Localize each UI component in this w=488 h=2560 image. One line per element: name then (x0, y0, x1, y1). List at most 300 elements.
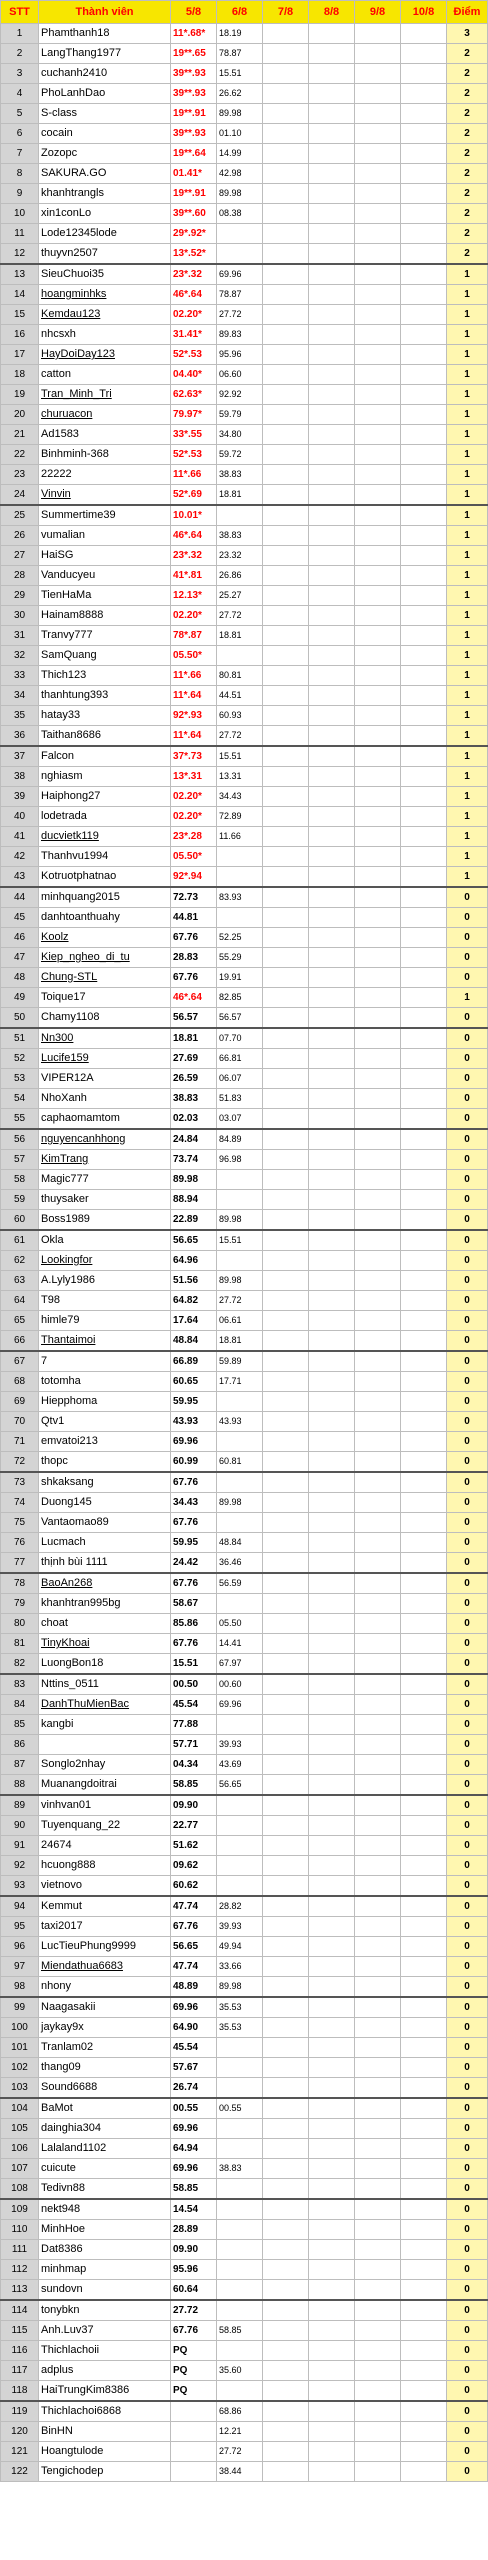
score-5-8: 72.73 (171, 887, 217, 908)
member-name: Lode12345lode (39, 224, 171, 244)
score-10-8 (401, 1614, 447, 1634)
score-5-8 (171, 2401, 217, 2422)
row-points: 1 (447, 566, 488, 586)
score-8-8 (309, 1271, 355, 1291)
score-8-8 (309, 1876, 355, 1897)
score-6-8 (217, 646, 263, 666)
score-7-8 (263, 2159, 309, 2179)
score-8-8 (309, 746, 355, 767)
score-6-8: 60.93 (217, 706, 263, 726)
score-5-8: 88.94 (171, 1190, 217, 1210)
score-7-8 (263, 2058, 309, 2078)
table-row (1, 505, 488, 526)
score-6-8: 59.72 (217, 445, 263, 465)
score-9-8 (355, 365, 401, 385)
member-name: Kemdau123 (39, 305, 171, 325)
row-stt: 61 (1, 1230, 39, 1251)
score-5-8: 26.74 (171, 2078, 217, 2099)
score-10-8 (401, 1816, 447, 1836)
score-7-8 (263, 425, 309, 445)
row-stt: 33 (1, 666, 39, 686)
row-stt: 54 (1, 1089, 39, 1109)
score-7-8 (263, 2422, 309, 2442)
score-9-8 (355, 2240, 401, 2260)
row-points: 1 (447, 385, 488, 405)
score-8-8 (309, 1614, 355, 1634)
score-7-8 (263, 1533, 309, 1553)
row-points: 0 (447, 1816, 488, 1836)
score-10-8 (401, 124, 447, 144)
score-5-8: 33*.55 (171, 425, 217, 445)
score-10-8 (401, 365, 447, 385)
score-8-8 (309, 726, 355, 747)
score-5-8: 56.57 (171, 1008, 217, 1029)
row-points: 0 (447, 1028, 488, 1049)
score-10-8 (401, 224, 447, 244)
row-stt: 48 (1, 968, 39, 988)
score-10-8 (401, 2018, 447, 2038)
member-name: Muanangdoitrai (39, 1775, 171, 1796)
row-points: 0 (447, 1513, 488, 1533)
score-9-8 (355, 847, 401, 867)
table-row (1, 1291, 488, 1311)
row-stt: 97 (1, 1957, 39, 1977)
member-name: Nttins_0511 (39, 1674, 171, 1695)
score-10-8 (401, 1271, 447, 1291)
row-stt: 112 (1, 2260, 39, 2280)
score-8-8 (309, 505, 355, 526)
row-stt: 59 (1, 1190, 39, 1210)
row-points: 0 (447, 1695, 488, 1715)
table-row (1, 64, 488, 84)
score-10-8 (401, 968, 447, 988)
member-name: khanhtran995bg (39, 1594, 171, 1614)
score-8-8 (309, 445, 355, 465)
table-row (1, 2199, 488, 2220)
score-8-8 (309, 2361, 355, 2381)
row-stt: 80 (1, 1614, 39, 1634)
score-5-8: 46*.64 (171, 285, 217, 305)
row-stt: 36 (1, 726, 39, 747)
score-6-8 (217, 1513, 263, 1533)
row-points: 2 (447, 124, 488, 144)
row-stt: 73 (1, 1472, 39, 1493)
score-8-8 (309, 144, 355, 164)
table-row (1, 1452, 488, 1473)
score-5-8: 02.20* (171, 807, 217, 827)
member-name: BaMot (39, 2098, 171, 2119)
score-10-8 (401, 1190, 447, 1210)
table-row (1, 2462, 488, 2482)
score-6-8 (217, 847, 263, 867)
row-stt: 16 (1, 325, 39, 345)
score-8-8 (309, 1755, 355, 1775)
table-row (1, 1775, 488, 1796)
row-points: 0 (447, 1654, 488, 1675)
score-10-8 (401, 1311, 447, 1331)
row-stt: 49 (1, 988, 39, 1008)
score-6-8: 67.97 (217, 1654, 263, 1675)
score-9-8 (355, 24, 401, 44)
score-5-8: 73.74 (171, 1150, 217, 1170)
score-6-8: 84.89 (217, 1129, 263, 1150)
score-9-8 (355, 1251, 401, 1271)
row-points: 0 (447, 1977, 488, 1998)
row-points: 0 (447, 1129, 488, 1150)
score-10-8 (401, 1695, 447, 1715)
score-8-8 (309, 345, 355, 365)
score-9-8 (355, 1028, 401, 1049)
row-points: 0 (447, 2401, 488, 2422)
table-row (1, 244, 488, 265)
score-9-8 (355, 867, 401, 888)
score-6-8: 59.89 (217, 1351, 263, 1372)
score-6-8: 56.65 (217, 1775, 263, 1796)
score-6-8: 82.85 (217, 988, 263, 1008)
score-9-8 (355, 746, 401, 767)
score-6-8: 38.83 (217, 465, 263, 485)
score-6-8 (217, 1432, 263, 1452)
member-name: cocain (39, 124, 171, 144)
score-8-8 (309, 1957, 355, 1977)
score-5-8: 51.62 (171, 1836, 217, 1856)
member-name: minhquang2015 (39, 887, 171, 908)
member-name: kangbi (39, 1715, 171, 1735)
member-name: nguyencanhhong (39, 1129, 171, 1150)
row-stt: 113 (1, 2280, 39, 2301)
member-name: Binhminh-368 (39, 445, 171, 465)
score-7-8 (263, 1775, 309, 1796)
score-7-8 (263, 827, 309, 847)
row-points: 1 (447, 305, 488, 325)
row-points: 0 (447, 1089, 488, 1109)
score-5-8: 05.50* (171, 847, 217, 867)
row-points: 0 (447, 1008, 488, 1029)
score-5-8: 59.95 (171, 1392, 217, 1412)
score-6-8 (217, 505, 263, 526)
member-name: thuysaker (39, 1190, 171, 1210)
score-9-8 (355, 2300, 401, 2321)
score-6-8: 26.62 (217, 84, 263, 104)
score-5-8: 39**.93 (171, 64, 217, 84)
table-row (1, 2361, 488, 2381)
score-10-8 (401, 566, 447, 586)
score-7-8 (263, 908, 309, 928)
row-points: 1 (447, 746, 488, 767)
score-10-8 (401, 1957, 447, 1977)
member-name: Hoangtulode (39, 2442, 171, 2462)
table-row (1, 1069, 488, 1089)
score-6-8: 26.86 (217, 566, 263, 586)
score-7-8 (263, 847, 309, 867)
score-9-8 (355, 988, 401, 1008)
score-5-8: 11*.68* (171, 24, 217, 44)
score-6-8 (217, 1816, 263, 1836)
header-day-10-8: 10/8 (401, 1, 447, 24)
score-9-8 (355, 84, 401, 104)
score-6-8: 38.44 (217, 2462, 263, 2482)
member-name: BinHN (39, 2422, 171, 2442)
score-8-8 (309, 1977, 355, 1998)
score-5-8: 67.76 (171, 1513, 217, 1533)
row-stt: 75 (1, 1513, 39, 1533)
score-7-8 (263, 2119, 309, 2139)
table-row (1, 586, 488, 606)
member-name: Hiepphoma (39, 1392, 171, 1412)
score-7-8 (263, 1028, 309, 1049)
score-7-8 (263, 264, 309, 285)
score-6-8 (217, 2240, 263, 2260)
member-name: taxi2017 (39, 1917, 171, 1937)
row-points: 0 (447, 1594, 488, 1614)
score-10-8 (401, 385, 447, 405)
row-stt: 89 (1, 1795, 39, 1816)
score-10-8 (401, 425, 447, 445)
score-6-8: 89.98 (217, 1977, 263, 1998)
row-points: 1 (447, 546, 488, 566)
table-row (1, 988, 488, 1008)
score-10-8 (401, 1654, 447, 1675)
row-points: 0 (447, 2321, 488, 2341)
score-10-8 (401, 706, 447, 726)
row-stt: 117 (1, 2361, 39, 2381)
score-9-8 (355, 1049, 401, 1069)
score-9-8 (355, 445, 401, 465)
score-5-8: 31.41* (171, 325, 217, 345)
table-row (1, 2240, 488, 2260)
score-8-8 (309, 325, 355, 345)
score-9-8 (355, 1311, 401, 1331)
score-9-8 (355, 666, 401, 686)
score-9-8 (355, 184, 401, 204)
row-stt: 1 (1, 24, 39, 44)
score-10-8 (401, 2119, 447, 2139)
score-6-8: 89.98 (217, 1271, 263, 1291)
score-8-8 (309, 104, 355, 124)
score-8-8 (309, 847, 355, 867)
row-points: 1 (447, 706, 488, 726)
score-7-8 (263, 1594, 309, 1614)
score-8-8 (309, 1210, 355, 1231)
table-row (1, 465, 488, 485)
row-points: 0 (447, 2240, 488, 2260)
member-name: Ad1583 (39, 425, 171, 445)
score-9-8 (355, 2159, 401, 2179)
score-8-8 (309, 2038, 355, 2058)
member-name: churuacon (39, 405, 171, 425)
row-stt: 88 (1, 1775, 39, 1796)
row-points: 0 (447, 1755, 488, 1775)
row-stt: 28 (1, 566, 39, 586)
member-name: Dat8386 (39, 2240, 171, 2260)
member-name: Thichlachoii (39, 2341, 171, 2361)
score-8-8 (309, 1695, 355, 1715)
score-10-8 (401, 1049, 447, 1069)
score-7-8 (263, 1876, 309, 1897)
score-7-8 (263, 2199, 309, 2220)
member-name: HayDoiDay123 (39, 345, 171, 365)
table-row (1, 224, 488, 244)
row-points: 1 (447, 505, 488, 526)
row-stt: 98 (1, 1977, 39, 1998)
member-name: A.Lyly1986 (39, 1271, 171, 1291)
score-6-8: 35.53 (217, 2018, 263, 2038)
score-5-8: 43.93 (171, 1412, 217, 1432)
table-row (1, 2321, 488, 2341)
table-row (1, 2018, 488, 2038)
score-10-8 (401, 2260, 447, 2280)
row-stt: 81 (1, 1634, 39, 1654)
score-9-8 (355, 1775, 401, 1796)
score-5-8: 00.55 (171, 2098, 217, 2119)
score-7-8 (263, 2078, 309, 2099)
score-5-8: 56.65 (171, 1230, 217, 1251)
score-10-8 (401, 1412, 447, 1432)
row-points: 0 (447, 1795, 488, 1816)
member-name: Haiphong27 (39, 787, 171, 807)
score-7-8 (263, 1695, 309, 1715)
score-9-8 (355, 1695, 401, 1715)
score-10-8 (401, 1251, 447, 1271)
score-9-8 (355, 1876, 401, 1897)
score-5-8: 19**.64 (171, 144, 217, 164)
table-row (1, 2280, 488, 2301)
score-5-8: 51.56 (171, 1271, 217, 1291)
row-stt: 6 (1, 124, 39, 144)
score-5-8: 69.96 (171, 1997, 217, 2018)
score-10-8 (401, 626, 447, 646)
row-stt: 39 (1, 787, 39, 807)
score-8-8 (309, 1049, 355, 1069)
score-7-8 (263, 1129, 309, 1150)
table-row (1, 666, 488, 686)
row-points: 0 (447, 1351, 488, 1372)
member-name: shkaksang (39, 1472, 171, 1493)
row-stt: 71 (1, 1432, 39, 1452)
row-stt: 5 (1, 104, 39, 124)
score-7-8 (263, 1291, 309, 1311)
row-stt: 27 (1, 546, 39, 566)
score-5-8: 44.81 (171, 908, 217, 928)
score-8-8 (309, 2240, 355, 2260)
row-points: 0 (447, 2260, 488, 2280)
header-day-8-8: 8/8 (309, 1, 355, 24)
score-8-8 (309, 1654, 355, 1675)
score-10-8 (401, 345, 447, 365)
member-name: Vanducyeu (39, 566, 171, 586)
score-8-8 (309, 948, 355, 968)
score-6-8: 96.98 (217, 1150, 263, 1170)
score-8-8 (309, 1472, 355, 1493)
row-points: 0 (447, 968, 488, 988)
score-6-8 (217, 908, 263, 928)
row-stt: 86 (1, 1735, 39, 1755)
score-8-8 (309, 405, 355, 425)
score-5-8: 05.50* (171, 646, 217, 666)
score-8-8 (309, 425, 355, 445)
row-points: 1 (447, 485, 488, 506)
member-name: DanhThuMienBac (39, 1695, 171, 1715)
member-name: dainghia304 (39, 2119, 171, 2139)
member-name: Okla (39, 1230, 171, 1251)
score-6-8: 89.98 (217, 184, 263, 204)
member-name: Anh.Luv37 (39, 2321, 171, 2341)
score-10-8 (401, 84, 447, 104)
score-9-8 (355, 526, 401, 546)
score-8-8 (309, 2280, 355, 2301)
score-10-8 (401, 1493, 447, 1513)
member-name: thang09 (39, 2058, 171, 2078)
row-points: 0 (447, 2341, 488, 2361)
score-7-8 (263, 2442, 309, 2462)
score-10-8 (401, 2058, 447, 2078)
score-5-8: 11*.66 (171, 465, 217, 485)
member-name: Chung-STL (39, 968, 171, 988)
score-9-8 (355, 827, 401, 847)
row-stt: 50 (1, 1008, 39, 1029)
row-points: 0 (447, 2159, 488, 2179)
score-8-8 (309, 626, 355, 646)
score-6-8: 56.59 (217, 1573, 263, 1594)
table-row (1, 1836, 488, 1856)
row-points: 1 (447, 686, 488, 706)
score-8-8 (309, 1775, 355, 1796)
score-10-8 (401, 606, 447, 626)
score-6-8: 01.10 (217, 124, 263, 144)
member-name: Qtv1 (39, 1412, 171, 1432)
score-6-8: 27.72 (217, 726, 263, 747)
row-points: 1 (447, 988, 488, 1008)
score-10-8 (401, 827, 447, 847)
score-8-8 (309, 1372, 355, 1392)
member-name: vinhvan01 (39, 1795, 171, 1816)
table-row (1, 686, 488, 706)
row-points: 2 (447, 184, 488, 204)
member-name: cuicute (39, 2159, 171, 2179)
score-10-8 (401, 1755, 447, 1775)
score-6-8: 78.87 (217, 285, 263, 305)
member-name: Thichlachoi6868 (39, 2401, 171, 2422)
score-10-8 (401, 867, 447, 888)
score-7-8 (263, 164, 309, 184)
score-9-8 (355, 2401, 401, 2422)
member-name: minhmap (39, 2260, 171, 2280)
row-stt: 12 (1, 244, 39, 265)
score-8-8 (309, 606, 355, 626)
row-points: 0 (447, 1372, 488, 1392)
row-stt: 122 (1, 2462, 39, 2482)
score-9-8 (355, 224, 401, 244)
score-10-8 (401, 2240, 447, 2260)
score-5-8: 27.72 (171, 2300, 217, 2321)
member-name: SamQuang (39, 646, 171, 666)
row-stt: 93 (1, 1876, 39, 1897)
score-6-8 (217, 2119, 263, 2139)
row-stt: 30 (1, 606, 39, 626)
table-row (1, 1856, 488, 1876)
score-10-8 (401, 807, 447, 827)
row-points: 0 (447, 2361, 488, 2381)
score-7-8 (263, 1089, 309, 1109)
row-points: 0 (447, 1271, 488, 1291)
score-9-8 (355, 626, 401, 646)
score-10-8 (401, 64, 447, 84)
score-8-8 (309, 385, 355, 405)
member-name: cuchanh2410 (39, 64, 171, 84)
table-row (1, 204, 488, 224)
member-name: emvatoi213 (39, 1432, 171, 1452)
score-8-8 (309, 586, 355, 606)
